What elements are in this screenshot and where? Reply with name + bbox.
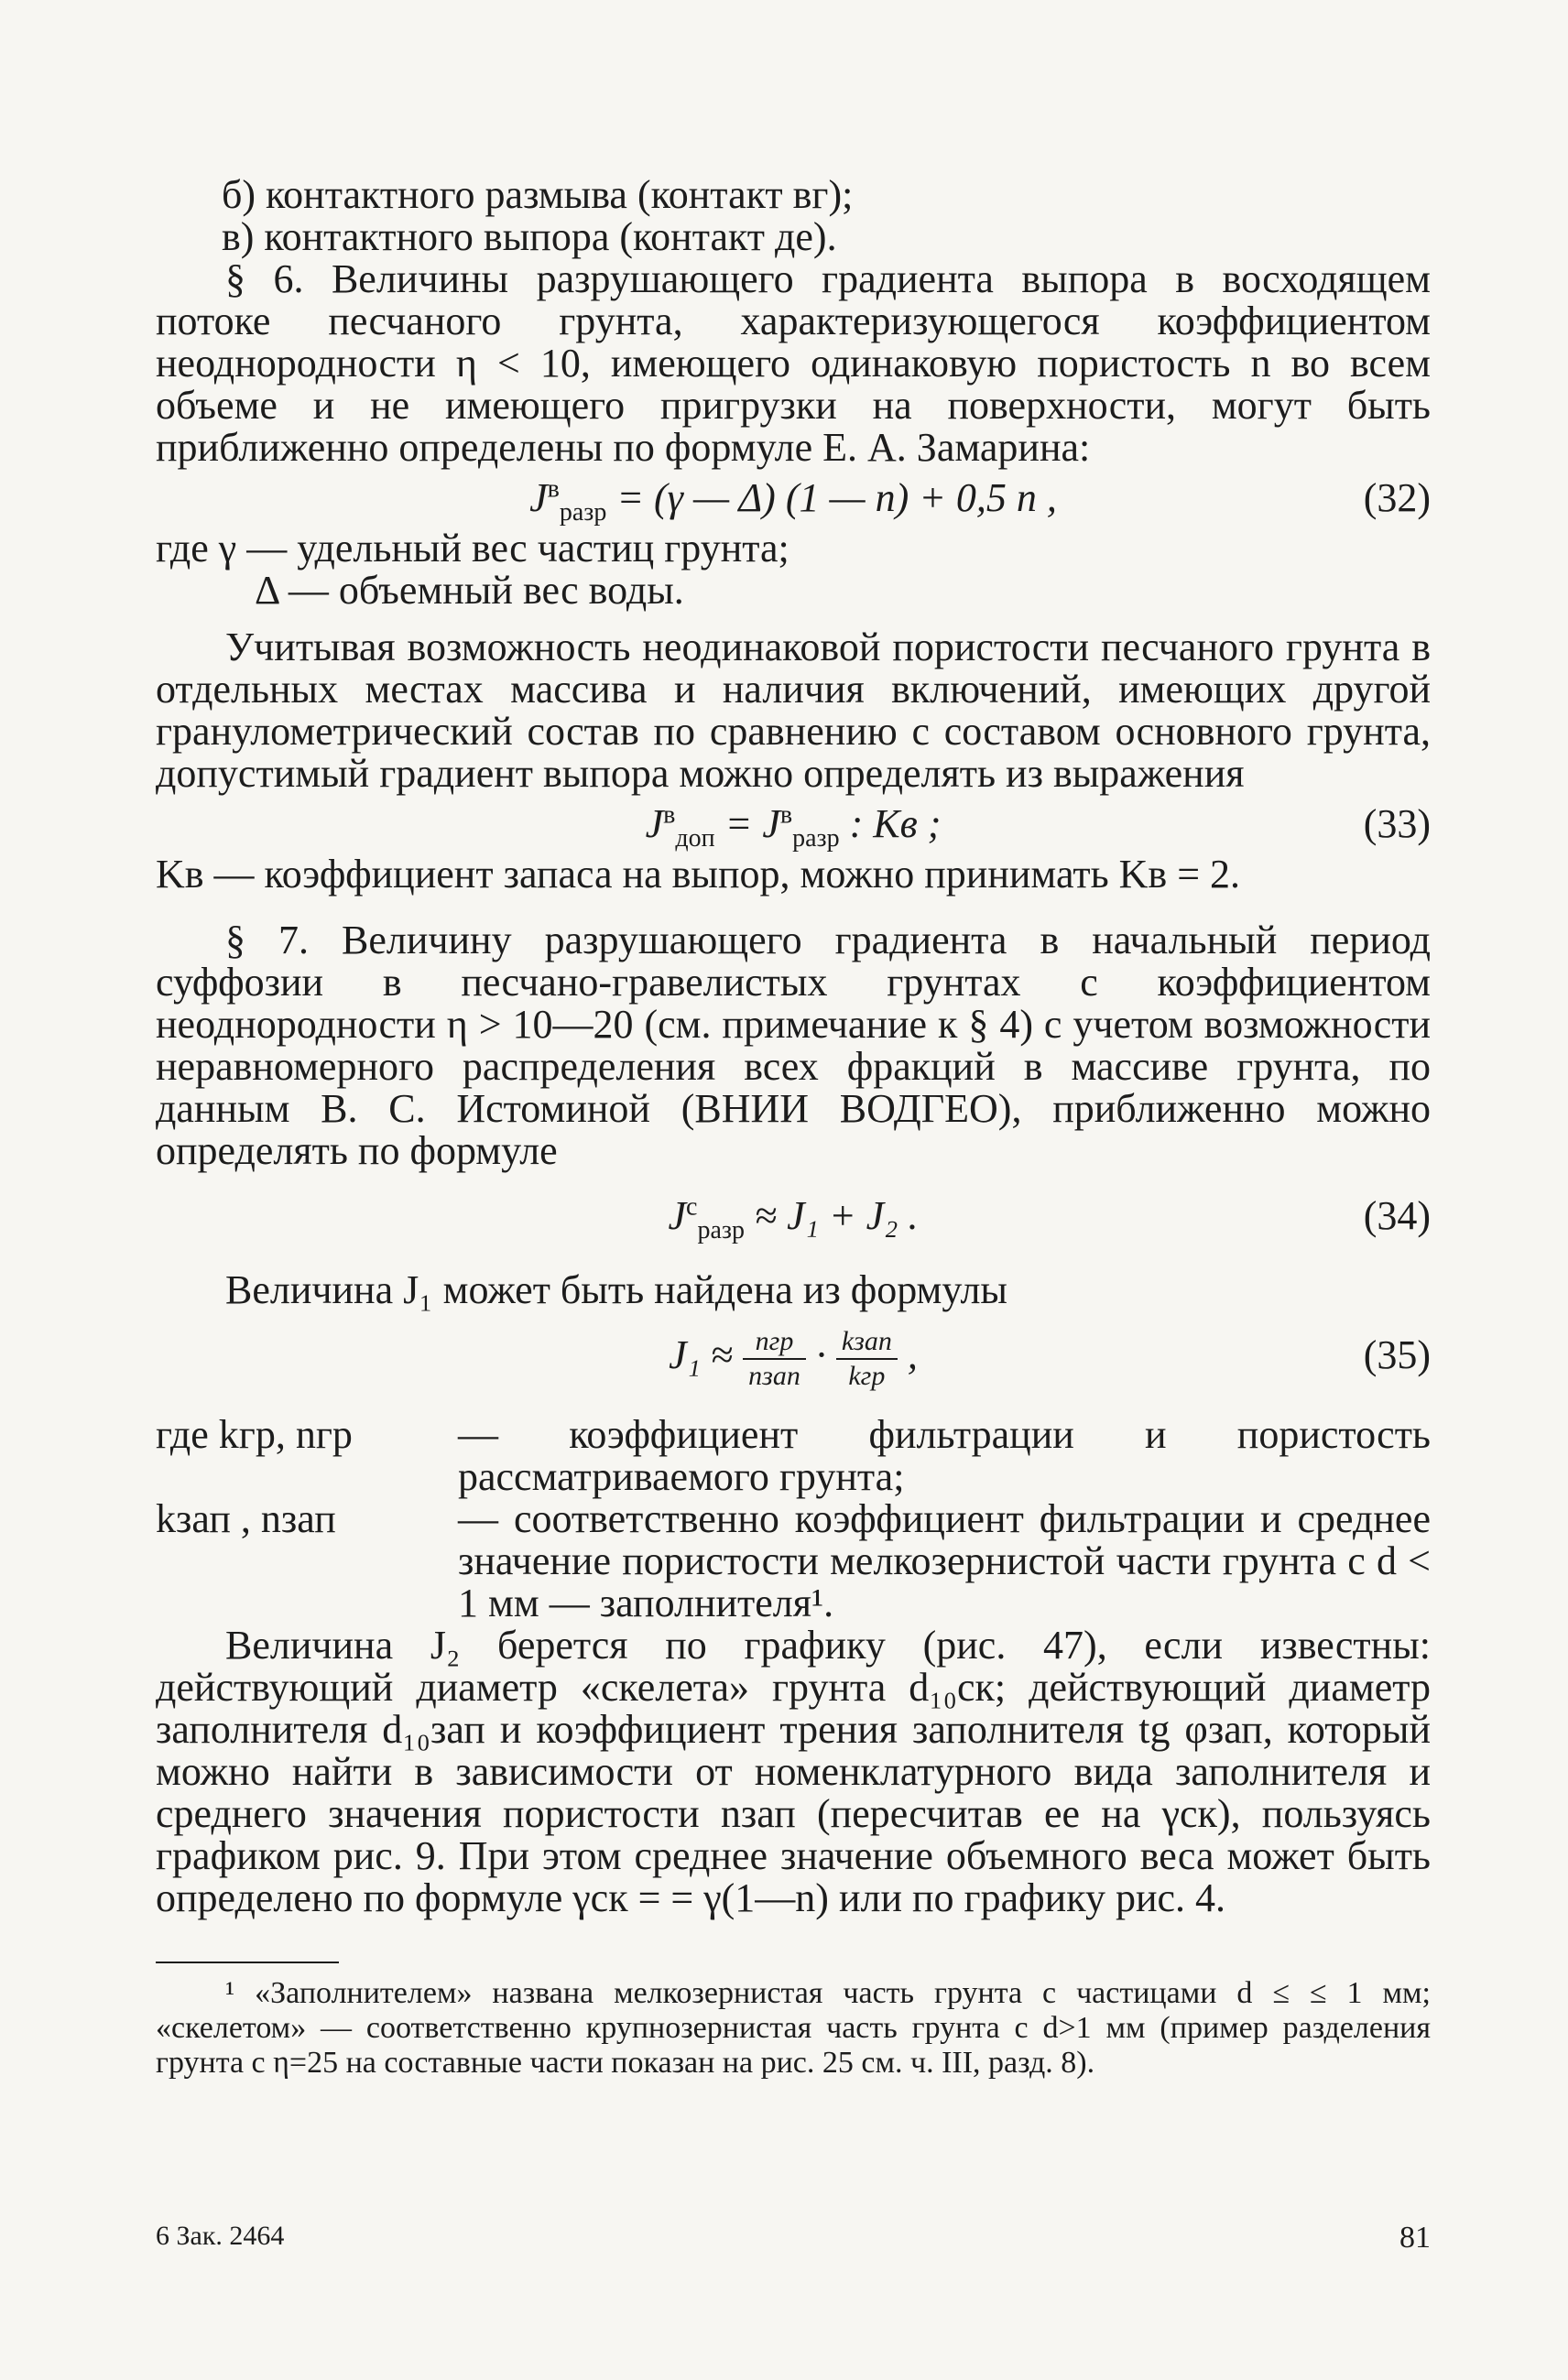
formula-32-number: (32) [1363,475,1431,520]
formula-33 [156,795,1431,853]
print-order: 6 Зак. 2464 [156,2221,285,2251]
where-32-delta: Δ — объемный вес воды. [255,568,684,613]
formula-35 [156,1311,1431,1399]
formula-34-expression: $J^с_{разр} \approx J_1 + J_2$ . [668,1192,919,1244]
paragraph-j2: Величина J₂ берется по графику (рис. 47), если известны: действующий диаметр «скелета» грунта d₁₀ск; действующий диаметр заполнителя d₁₀зап и коэффициент трения заполнителя tg φзап, который можно найти в зависимости от номенклатурного вида заполнителя и среднего значения пористости nзап (пересчитав ее на γск), пользуясь графиком рис. 9. При этом среднее значение объемного веса может быть определено по формуле γск = = γ(1—n) или по графику рис. 4. [156,1623,1431,1920]
footnote: ¹ «Заполнителем» названа мелкозернистая часть грунта с частицами d ≤ ≤ 1 мм; «скелетом» — соответственно крупнозернистая часть грунта с d>1 мм (пример разделения грунта с η=25 на составные части показан на рис. 25 см. ч. III, разд. 8). [156,1976,1431,2080]
where-35-symbol-1: где kгр, nгр [156,1412,353,1457]
formula-34 [156,1187,1431,1245]
page-content [156,174,1431,2081]
paragraph-7: § 7. Величину разрушающего градиента в начальный период суффозии в песчано-гравелистых грунтах с коэффициентом неоднородности η > 10—20 (см. примечание к § 4) с учетом возможности неравномерного распределения всех фракций в массиве грунта, по данным В. С. Истоминой (ВНИИ ВОДГЕО), приближенно можно определять по формуле [156,918,1431,1173]
where-35-desc-2: — соответственно коэффициент фильтрации и среднее значение пористости мелкозернистой части грунта с d < 1 мм — заполнителя¹. [458,1496,1431,1625]
paragraph-6: § 6. Величины разрушающего градиента выпора в восходящем потоке песчаного грунта, характеризующегося коэффициентом неоднородности η < 10, имеющего одинаковую пористость n во всем объеме и не имеющего пригрузки на поверхности, могут быть приближенно определены по формуле Е. А. Замарина: [156,256,1431,470]
item-b: б) контактного размыва (контакт вг); [222,172,854,217]
j1-intro: Величина J₁ может быть найдена из формулы [225,1267,1007,1312]
where-32-gamma: где γ — удельный вес частиц грунта; [156,526,789,571]
where-35-row-2 [156,1498,1431,1625]
formula-33-expression: $J^в_{доп} = J^в_{разр}$ : Kв ; [645,800,942,853]
formula-35-number: (35) [1363,1332,1431,1377]
item-v: в) контактного выпора (контакт де). [222,214,837,259]
formula-33-number: (33) [1363,801,1431,846]
formula-32-expression: $J^в_{разр} = (\gamma$ — Δ) (1 — n) + 0,5 n , [529,474,1057,527]
page-footer [156,2221,1431,2255]
where-35-row-1 [156,1414,1431,1498]
footnote-rule [156,1962,339,1963]
paragraph-uchityvaya: Учитывая возможность неодинаковой пористости песчаного грунта в отдельных местах массива и наличия включений, имеющих другой гранулометрический состав по сравнению с составом основного грунта, допустимый градиент выпора можно определять из выражения [156,625,1431,796]
page-number: 81 [1399,2221,1431,2255]
where-35-desc-1: — коэффициент фильтрации и пористость рассматриваемого грунта; [458,1412,1431,1499]
fraction-n: $\frac{\text{nгр}}{\text{nзап}}$ [743,1325,806,1393]
kv-definition: Kв — коэффициент запаса на выпор, можно принимать Kв = 2. [156,852,1241,897]
where-35-symbol-2: kзап , nзап [156,1496,336,1541]
formula-35-expression: J₁ ≈ $\frac{\text{nгр}}{\text{nзап}}$ · $\frac{\text{kзап}}{\text{kгр}}$ , [669,1325,918,1391]
fraction-k: $\frac{\text{kзап}}{\text{kгр}}$ [836,1325,898,1393]
formula-32 [156,469,1431,527]
formula-34-number: (34) [1363,1193,1431,1238]
